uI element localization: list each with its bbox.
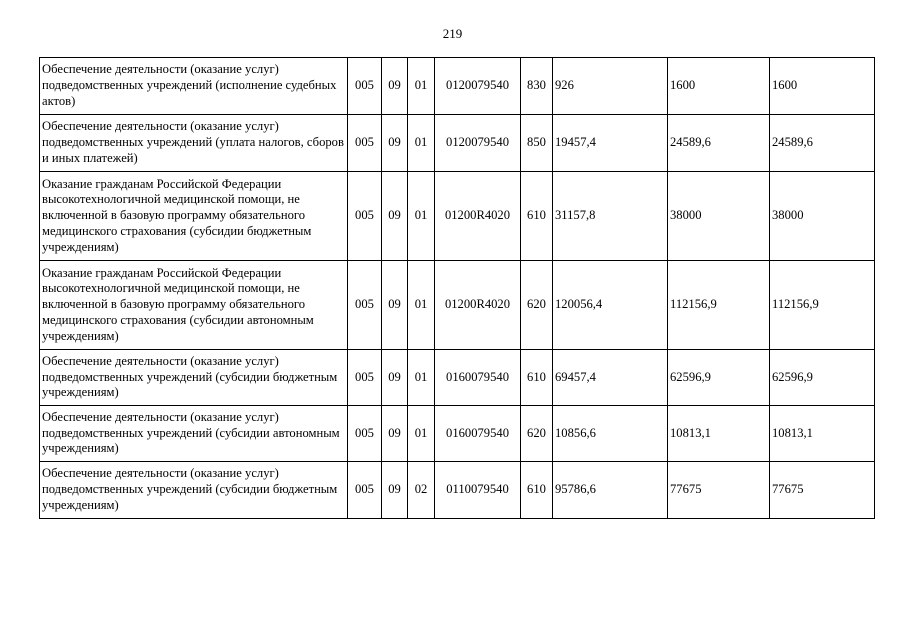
ministry-code: 005 bbox=[348, 462, 382, 519]
amount-year-3: 10813,1 bbox=[770, 406, 875, 462]
subsection-code: 01 bbox=[408, 115, 435, 172]
page-number: 219 bbox=[442, 26, 463, 41]
expense-type-code: 610 bbox=[521, 350, 553, 406]
amount-year-3: 38000 bbox=[770, 172, 875, 261]
amount-year-3: 77675 bbox=[770, 462, 875, 519]
section-code: 09 bbox=[382, 462, 408, 519]
table-row bbox=[40, 261, 875, 350]
subsection-code: 01 bbox=[408, 172, 435, 261]
section-code: 09 bbox=[382, 172, 408, 261]
ministry-code: 005 bbox=[348, 115, 382, 172]
table-row bbox=[40, 172, 875, 261]
amount-year-2: 112156,9 bbox=[668, 261, 770, 350]
expense-type-code: 620 bbox=[521, 406, 553, 462]
amount-year-1: 926 bbox=[553, 58, 668, 115]
target-article-code: 01200R4020 bbox=[435, 261, 521, 350]
target-article-code: 0160079540 bbox=[435, 406, 521, 462]
budget-table-body bbox=[40, 58, 875, 519]
row-description: Оказание гражданам Российской Федерации высокотехнологичной медицинской помощи, не включенной в базовую программу обязательного медицинского страхования (субсидии автономным учреждениям) bbox=[40, 261, 348, 350]
amount-year-3: 62596,9 bbox=[770, 350, 875, 406]
amount-year-1: 10856,6 bbox=[553, 406, 668, 462]
row-description: Обеспечение деятельности (оказание услуг) подведомственных учреждений (уплата налогов, сборов и иных платежей) bbox=[40, 115, 348, 172]
subsection-code: 01 bbox=[408, 350, 435, 406]
table-row bbox=[40, 58, 875, 115]
budget-table bbox=[39, 57, 875, 519]
expense-type-code: 610 bbox=[521, 462, 553, 519]
expense-type-code: 850 bbox=[521, 115, 553, 172]
expense-type-code: 830 bbox=[521, 58, 553, 115]
target-article-code: 0120079540 bbox=[435, 58, 521, 115]
amount-year-1: 120056,4 bbox=[553, 261, 668, 350]
amount-year-1: 19457,4 bbox=[553, 115, 668, 172]
ministry-code: 005 bbox=[348, 350, 382, 406]
target-article-code: 0110079540 bbox=[435, 462, 521, 519]
amount-year-1: 69457,4 bbox=[553, 350, 668, 406]
ministry-code: 005 bbox=[348, 261, 382, 350]
table-row bbox=[40, 406, 875, 462]
ministry-code: 005 bbox=[348, 172, 382, 261]
target-article-code: 0160079540 bbox=[435, 350, 521, 406]
row-description: Обеспечение деятельности (оказание услуг) подведомственных учреждений (субсидии бюджетным учреждениям) bbox=[40, 462, 348, 519]
amount-year-2: 38000 bbox=[668, 172, 770, 261]
amount-year-3: 112156,9 bbox=[770, 261, 875, 350]
expense-type-code: 620 bbox=[521, 261, 553, 350]
subsection-code: 02 bbox=[408, 462, 435, 519]
section-code: 09 bbox=[382, 406, 408, 462]
amount-year-2: 1600 bbox=[668, 58, 770, 115]
section-code: 09 bbox=[382, 115, 408, 172]
row-description: Обеспечение деятельности (оказание услуг) подведомственных учреждений (субсидии бюджетным учреждениям) bbox=[40, 350, 348, 406]
ministry-code: 005 bbox=[348, 58, 382, 115]
row-description: Обеспечение деятельности (оказание услуг) подведомственных учреждений (исполнение судебных актов) bbox=[40, 58, 348, 115]
section-code: 09 bbox=[382, 58, 408, 115]
amount-year-2: 77675 bbox=[668, 462, 770, 519]
amount-year-2: 10813,1 bbox=[668, 406, 770, 462]
amount-year-2: 62596,9 bbox=[668, 350, 770, 406]
table-row bbox=[40, 350, 875, 406]
subsection-code: 01 bbox=[408, 261, 435, 350]
row-description: Обеспечение деятельности (оказание услуг) подведомственных учреждений (субсидии автономным учреждениям) bbox=[40, 406, 348, 462]
target-article-code: 01200R4020 bbox=[435, 172, 521, 261]
ministry-code: 005 bbox=[348, 406, 382, 462]
subsection-code: 01 bbox=[408, 58, 435, 115]
amount-year-1: 31157,8 bbox=[553, 172, 668, 261]
section-code: 09 bbox=[382, 350, 408, 406]
amount-year-3: 1600 bbox=[770, 58, 875, 115]
amount-year-2: 24589,6 bbox=[668, 115, 770, 172]
subsection-code: 01 bbox=[408, 406, 435, 462]
table-row bbox=[40, 115, 875, 172]
expense-type-code: 610 bbox=[521, 172, 553, 261]
amount-year-3: 24589,6 bbox=[770, 115, 875, 172]
section-code: 09 bbox=[382, 261, 408, 350]
target-article-code: 0120079540 bbox=[435, 115, 521, 172]
table-row bbox=[40, 462, 875, 519]
amount-year-1: 95786,6 bbox=[553, 462, 668, 519]
row-description: Оказание гражданам Российской Федерации высокотехнологичной медицинской помощи, не включенной в базовую программу обязательного медицинского страхования (субсидии бюджетным учреждениям) bbox=[40, 172, 348, 261]
